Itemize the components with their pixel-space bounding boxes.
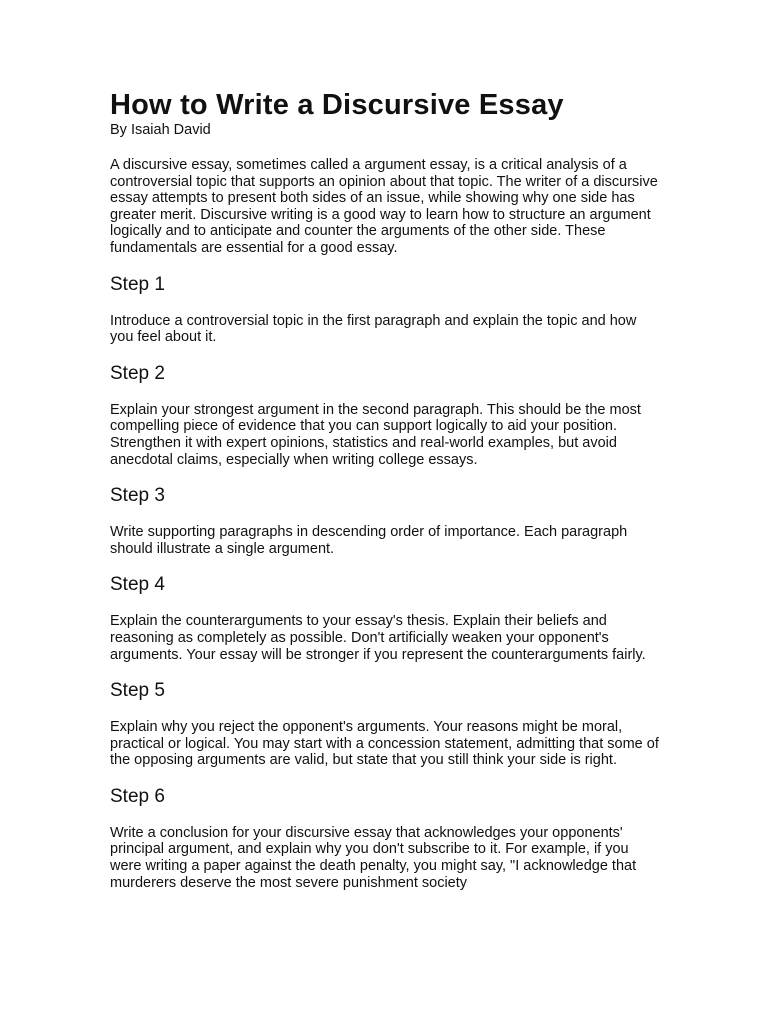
intro-paragraph: A discursive essay, sometimes called a argument essay, is a critical analysis of a controversial topic that supports an opinion about that topic. The writer of a discursive essay attempts to present both sides of an issue, while showing why one side has greater merit. Discursive writing is a good way to learn how to structure an argument logically and to anticipate and counter the arguments of the other side. These fundamentals are essential for a good essay. [110,157,658,256]
step-paragraph: Write supporting paragraphs in descending order of importance. Each paragraph should illustrate a single argument. [110,524,628,557]
step-heading: Step 3 [110,485,165,507]
step-paragraph: Explain the counterarguments to your essay's thesis. Explain their beliefs and reasoning as completely as possible. Don't artificially weaken your opponent's arguments. Your essay will be stronger if you represent the counterarguments fairly. [110,613,646,663]
step-section-4 [110,574,662,663]
step-section-5 [110,680,662,769]
step-section-2 [110,363,662,468]
step-heading: Step 5 [110,680,165,702]
step-paragraph: Introduce a controversial topic in the first paragraph and explain the topic and how you feel about it. [110,312,637,346]
step-heading: Step 6 [110,785,165,807]
step-paragraph: Explain your strongest argument in the second paragraph. This should be the most compelling piece of evidence that you can support logically to aid your position. Strengthen it with expert opinions, statistics and real-world examples, but avoid anecdotal claims, especially when writing college essays. [110,401,641,468]
step-heading: Step 4 [110,574,165,596]
step-paragraph: Write a conclusion for your discursive essay that acknowledges your opponents' principal argument, and explain why you don't subscribe to it. For example, if you were writing a paper against the death penalty, you might say, "I acknowledge that murderers deserve the most severe punishment society [110,824,637,891]
step-section-1 [110,274,662,346]
step-heading: Step 2 [110,362,165,384]
document-title: How to Write a Discursive Essay [110,89,564,121]
document-body [110,88,662,891]
step-section-6 [110,786,662,891]
step-section-3 [110,485,662,557]
step-heading: Step 1 [110,273,165,295]
author-byline: By Isaiah David [110,122,211,138]
step-paragraph: Explain why you reject the opponent's arguments. Your reasons might be moral, practical or logical. You may start with a concession statement, admitting that some of the opposing arguments are valid, but state that you still think your side is right. [110,719,659,769]
